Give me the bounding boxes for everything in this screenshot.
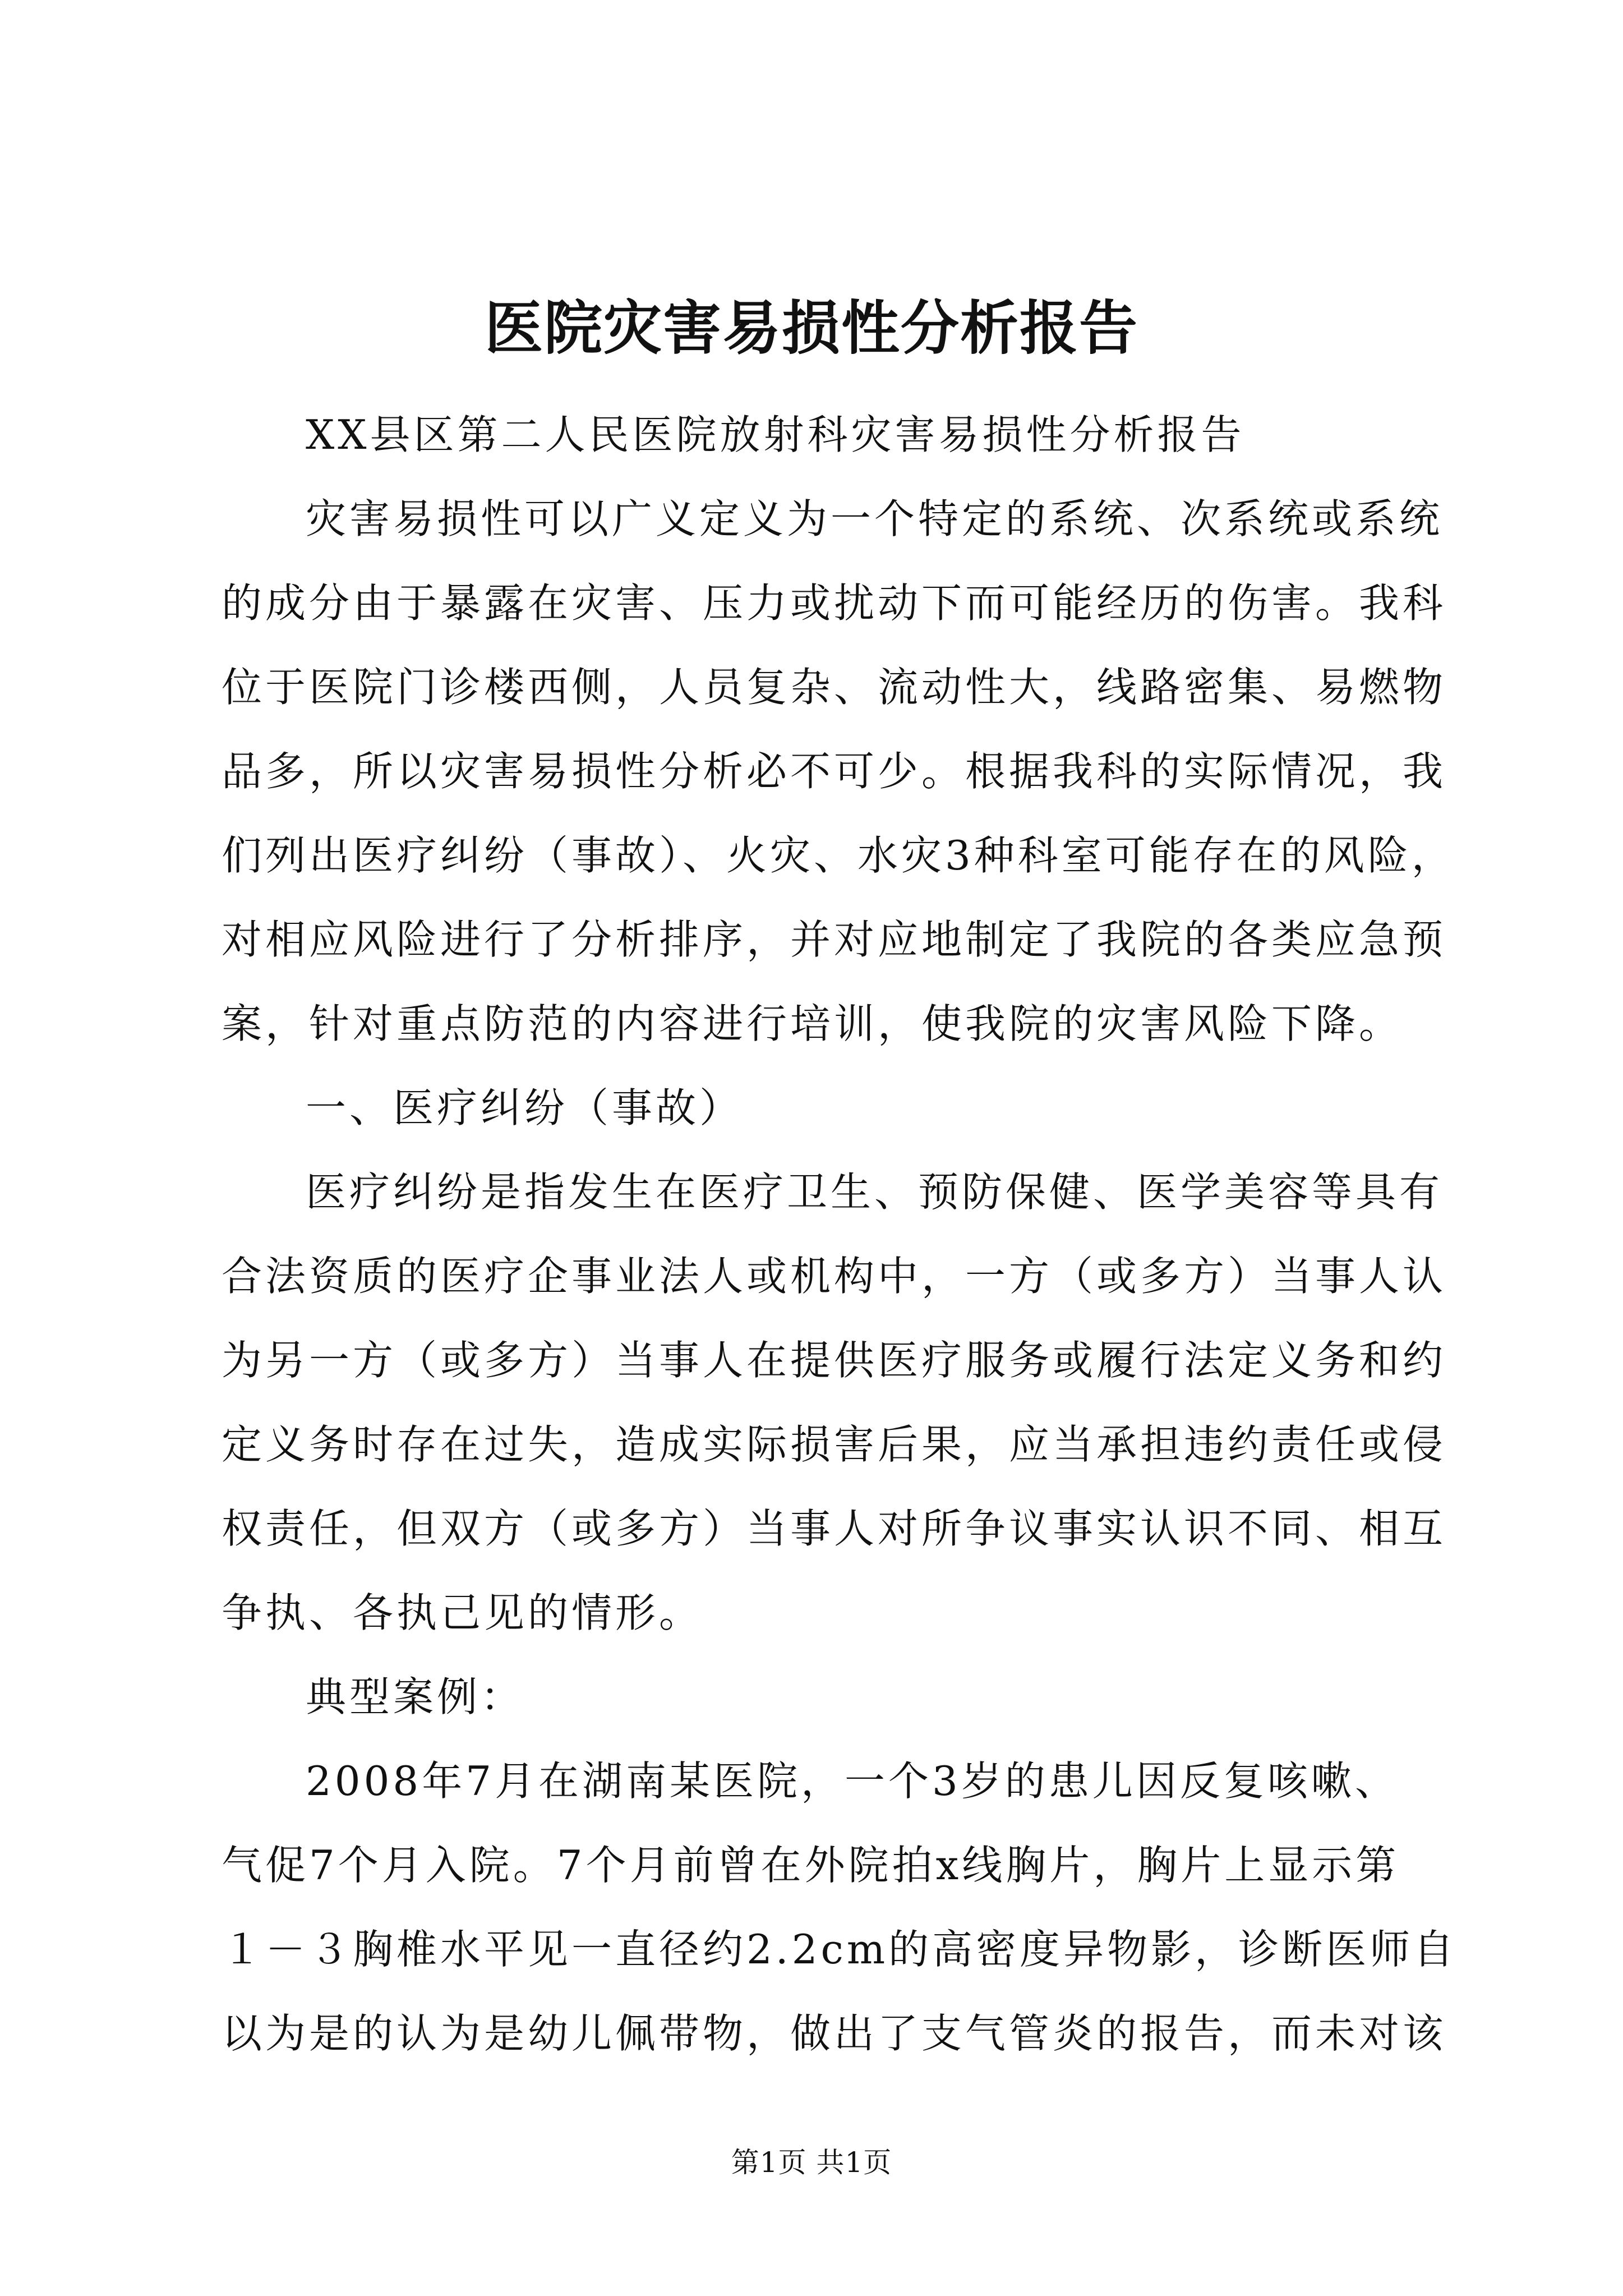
subtitle-line: XX县区第二人民医院放射科灾害易损性分析报告 bbox=[306, 411, 1245, 458]
paragraph-line: 的成分由于暴露在灾害、压力或扰动下而可能经历的伤害。我科 bbox=[222, 579, 1447, 627]
paragraph-line: 对相应风险进行了分析排序，并对应地制定了我院的各类应急预 bbox=[222, 916, 1447, 963]
paragraph-line: 定义务时存在过失，造成实际损害后果，应当承担违约责任或侵 bbox=[222, 1421, 1447, 1468]
paragraph-line: 2008年7月在湖南某医院，一个3岁的患儿因反复咳嗽、 bbox=[306, 1757, 1399, 1805]
case-heading: 典型案例： bbox=[306, 1673, 525, 1720]
paragraph-line: 位于医院门诊楼西侧，人员复杂、流动性大，线路密集、易燃物 bbox=[222, 664, 1447, 711]
paragraph-line: 为另一方（或多方）当事人在提供医疗服务或履行法定义务和约 bbox=[222, 1337, 1447, 1384]
paragraph-line: 权责任，但双方（或多方）当事人对所争议事实认识不同、相互 bbox=[222, 1505, 1447, 1552]
section-heading: 一、医疗纠纷（事故） bbox=[306, 1084, 744, 1131]
paragraph-line: 品多，所以灾害易损性分析必不可少。根据我科的实际情况，我 bbox=[222, 748, 1447, 795]
page-number-footer: 第1页 共1页 bbox=[731, 2146, 892, 2179]
paragraph-line: 气促7个月入院。7个月前曾在外院拍x线胸片，胸片上显示第 bbox=[222, 1842, 1400, 1889]
paragraph-line: １－３胸椎水平见一直径约2.2cm的高密度异物影，诊断医师自 bbox=[222, 1926, 1458, 1973]
paragraph-line: 案，针对重点防范的内容进行培训，使我院的灾害风险下降。 bbox=[222, 1000, 1403, 1047]
paragraph-line: 医疗纠纷是指发生在医疗卫生、预防保健、医学美容等具有 bbox=[306, 1168, 1444, 1216]
paragraph-line: 合法资质的医疗企事业法人或机构中，一方（或多方）当事人认 bbox=[222, 1253, 1447, 1300]
paragraph-line: 以为是的认为是幼儿佩带物，做出了支气管炎的报告，而未对该 bbox=[222, 2010, 1447, 2057]
paragraph-line: 们列出医疗纠纷（事故）、火灾、水灾3种科室可能存在的风险， bbox=[222, 832, 1455, 879]
paragraph-line: 灾害易损性可以广义定义为一个特定的系统、次系统或系统 bbox=[306, 495, 1444, 542]
paragraph-line: 争执、各执己见的情形。 bbox=[222, 1589, 703, 1636]
document-title: 医院灾害易损性分析报告 bbox=[484, 293, 1138, 362]
